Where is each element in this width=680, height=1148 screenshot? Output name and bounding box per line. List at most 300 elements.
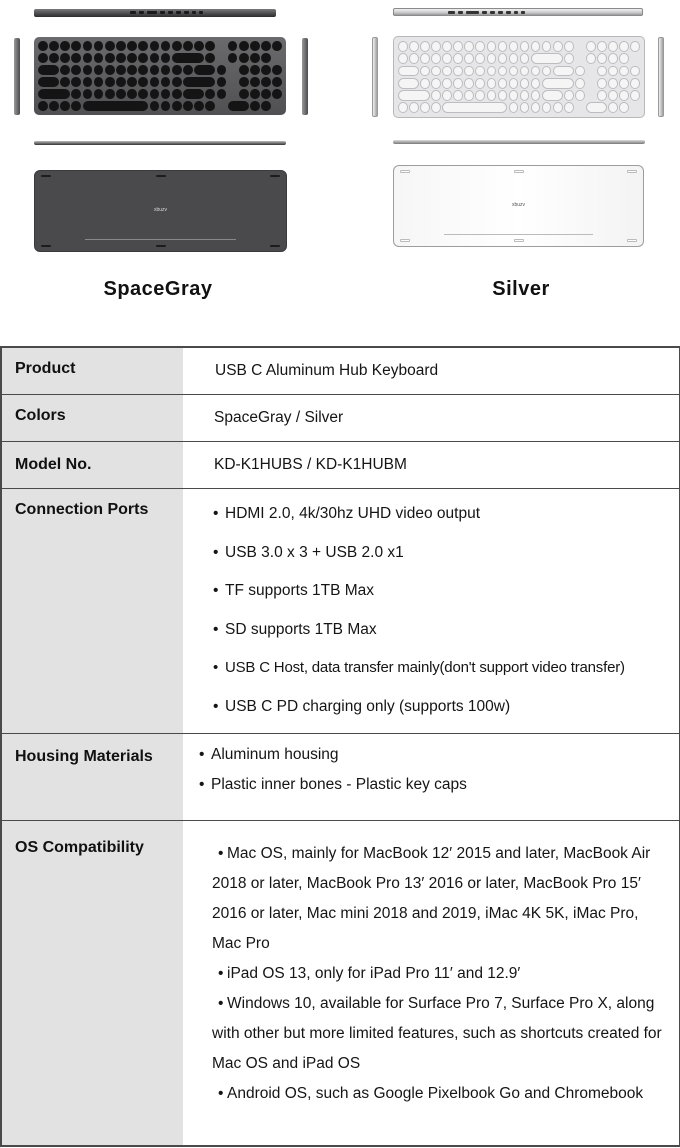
keycap-icon: [442, 66, 452, 77]
keycap-icon: [60, 41, 70, 51]
keycap-icon: [183, 77, 215, 87]
keycap-icon: [239, 53, 249, 63]
keycap-icon: [509, 66, 519, 77]
variant-spacegray: [0, 0, 340, 320]
keyboard-bottom-view: [34, 170, 287, 252]
keycap-icon: [250, 53, 260, 63]
keycap-icon: [542, 66, 552, 77]
keycap-icon: [564, 53, 574, 64]
keycap-icon: [71, 89, 81, 99]
keycap-icon: [630, 78, 640, 89]
keycap-icon: [161, 53, 171, 63]
keycap-icon: [183, 41, 193, 51]
keycap-icon: [398, 53, 408, 64]
bullet-icon: •: [199, 776, 205, 793]
bullet-icon: •: [199, 746, 205, 763]
spec-label: Colors: [2, 395, 183, 441]
keycap-icon: [564, 102, 574, 113]
keycap-icon: [250, 89, 260, 99]
spec-row-housing-materials: [2, 733, 679, 820]
keycap-icon: [138, 65, 148, 75]
keycap-icon: [161, 77, 171, 87]
hdmi-port-icon: [130, 11, 136, 14]
keycap-icon: [38, 101, 48, 111]
keycap-icon: [83, 65, 93, 75]
keycap-icon: [60, 65, 70, 75]
keycap-icon: [49, 101, 59, 111]
keycap-icon: [49, 41, 59, 51]
keycap-icon: [487, 90, 497, 101]
list-item: • Plastic inner bones - Plastic key caps: [199, 776, 467, 793]
bullet-icon: •: [213, 505, 219, 522]
keycap-icon: [172, 65, 182, 75]
keycap-icon: [138, 41, 148, 51]
keycap-icon: [83, 89, 93, 99]
keycap-icon: [172, 41, 182, 51]
keycap-grid: [38, 41, 282, 111]
keycap-icon: [150, 101, 160, 111]
keycap-icon: [71, 101, 81, 111]
keycap-icon: [71, 77, 81, 87]
keycap-icon: [261, 53, 271, 63]
keycap-icon: [542, 102, 552, 113]
keycap-icon: [453, 66, 463, 77]
keycap-icon: [464, 41, 474, 52]
keycap-icon: [183, 89, 204, 99]
keycap-icon: [575, 78, 585, 89]
keycap-icon: [475, 78, 485, 89]
keycap-icon: [239, 65, 249, 75]
keycap-icon: [161, 101, 171, 111]
keycap-icon: [127, 53, 137, 63]
key-spacer: [586, 66, 596, 77]
keyboard-right-side-view: [658, 37, 664, 117]
rubber-foot-icon: [41, 175, 51, 177]
rubber-foot-icon: [400, 239, 410, 242]
list-item: • TF supports 1TB Max: [213, 582, 375, 599]
keycap-icon: [531, 78, 541, 89]
keycap-icon: [564, 90, 574, 101]
keyboard-bottom-view: [393, 165, 644, 247]
keycap-icon: [105, 89, 115, 99]
keycap-icon: [83, 77, 93, 87]
keycap-icon: [38, 65, 59, 75]
keycap-icon: [228, 41, 238, 51]
bullet-icon: •: [218, 845, 224, 862]
keycap-icon: [409, 53, 419, 64]
regulatory-fineprint: [85, 239, 236, 240]
keycap-icon: [228, 101, 249, 111]
keycap-icon: [608, 90, 618, 101]
keycap-icon: [71, 65, 81, 75]
keycap-icon: [194, 101, 204, 111]
keycap-icon: [619, 41, 629, 52]
rubber-foot-icon: [270, 245, 280, 247]
key-spacer: [586, 90, 596, 101]
keycap-icon: [172, 101, 182, 111]
rubber-foot-icon: [400, 170, 410, 173]
keycap-icon: [520, 53, 530, 64]
keycap-icon: [172, 77, 182, 87]
list-item: • USB C Host, data transfer mainly(don't support video transfer): [213, 659, 625, 676]
list-item: • Mac OS, mainly for MacBook 12′ 2015 and later, MacBook Air 2018 or later, MacBook Pro 13′ 2016 or later, MacBook Pro 15′ 2016 or later, Mac mini 2018 and 2019, iMac 4K 5K, iMac Pro, Mac Pro: [212, 839, 669, 959]
keycap-icon: [150, 53, 160, 63]
keyboard-left-side-view: [372, 37, 378, 117]
keycap-icon: [217, 65, 227, 75]
keycap-icon: [431, 102, 441, 113]
product-variants: [0, 0, 680, 346]
keycap-icon: [116, 41, 126, 51]
keycap-icon: [553, 102, 563, 113]
keycap-icon: [608, 78, 618, 89]
keycap-icon: [420, 41, 430, 52]
spec-row-product: [2, 348, 679, 394]
bullet-icon: •: [218, 965, 224, 982]
keycap-grid: [398, 41, 640, 113]
spec-label: Model No.: [2, 442, 183, 488]
keyboard-top-view: [34, 37, 286, 115]
key-spacer: [217, 53, 227, 63]
usb-a-port-icon: [490, 11, 495, 14]
keycap-icon: [420, 66, 430, 77]
keycap-icon: [520, 102, 530, 113]
list-item: • SD supports 1TB Max: [213, 620, 377, 638]
keycap-icon: [83, 101, 148, 111]
keycap-icon: [442, 78, 452, 89]
keycap-icon: [498, 66, 508, 77]
keycap-icon: [420, 53, 430, 64]
keycap-icon: [564, 41, 574, 52]
keycap-icon: [575, 66, 585, 77]
keycap-icon: [475, 41, 485, 52]
keycap-icon: [420, 102, 430, 113]
keycap-icon: [597, 90, 607, 101]
bullet-icon: •: [213, 543, 219, 561]
keycap-icon: [398, 90, 430, 101]
keycap-icon: [498, 41, 508, 52]
list-item: • Windows 10, available for Surface Pro 7, Surface Pro X, along with other but more limited features, such as shortcuts created for Mac OS and iPad OS: [212, 989, 669, 1079]
ports-list: [183, 489, 679, 736]
keycap-icon: [619, 66, 629, 77]
keycap-icon: [531, 53, 563, 64]
list-item: • USB 3.0 x 3 + USB 2.0 x1: [213, 543, 404, 561]
usb-a-port-icon: [160, 11, 165, 14]
keycap-icon: [520, 41, 530, 52]
usb-c-port-icon: [514, 11, 518, 14]
keycap-icon: [172, 89, 182, 99]
keycap-icon: [498, 90, 508, 101]
keycap-icon: [38, 41, 48, 51]
keycap-icon: [94, 89, 104, 99]
keycap-icon: [398, 102, 408, 113]
usb-a-port-icon: [168, 11, 173, 14]
keycap-icon: [520, 78, 530, 89]
keycap-icon: [398, 41, 408, 52]
sd-slot-icon: [147, 11, 157, 14]
keycap-icon: [261, 89, 271, 99]
rubber-foot-icon: [514, 239, 524, 242]
keycap-icon: [453, 41, 463, 52]
keycap-icon: [608, 41, 618, 52]
keycap-icon: [272, 65, 282, 75]
rubber-foot-icon: [270, 175, 280, 177]
keycap-icon: [38, 89, 70, 99]
keycap-icon: [553, 41, 563, 52]
housing-list: [183, 734, 679, 806]
keycap-icon: [272, 77, 282, 87]
keycap-icon: [172, 53, 204, 63]
keycap-icon: [161, 89, 171, 99]
keycap-icon: [71, 53, 81, 63]
usb-a-port-icon: [184, 11, 189, 14]
regulatory-fineprint: [444, 234, 593, 235]
key-spacer: [217, 41, 227, 51]
keycap-icon: [619, 102, 629, 113]
keycap-icon: [49, 53, 59, 63]
bullet-icon: •: [218, 1085, 224, 1102]
keycap-icon: [116, 65, 126, 75]
key-spacer: [575, 102, 585, 113]
list-item: • USB C PD charging only (supports 100w): [213, 697, 511, 715]
spec-value: SpaceGray / Silver: [183, 395, 679, 441]
keycap-icon: [116, 89, 126, 99]
brand-logo: xbuzv: [153, 207, 168, 213]
keycap-icon: [475, 53, 485, 64]
keyboard-left-side-view: [14, 38, 20, 115]
spec-row-model: [2, 441, 679, 488]
keycap-icon: [597, 66, 607, 77]
keycap-icon: [586, 41, 596, 52]
tf-slot-icon: [458, 11, 463, 14]
keycap-icon: [431, 90, 441, 101]
keycap-icon: [83, 53, 93, 63]
spec-label: OS Compatibility: [2, 821, 183, 1145]
keycap-icon: [239, 77, 249, 87]
keyboard-back-edge-view: [34, 9, 276, 17]
keycap-icon: [194, 41, 204, 51]
keycap-icon: [272, 89, 282, 99]
keycap-icon: [509, 90, 519, 101]
keycap-icon: [531, 66, 541, 77]
keycap-icon: [498, 78, 508, 89]
usb-c-port-icon: [521, 11, 525, 14]
usb-a-port-icon: [176, 11, 181, 14]
key-spacer: [586, 78, 596, 89]
bullet-icon: •: [213, 582, 219, 599]
keycap-icon: [94, 53, 104, 63]
usb-a-port-icon: [498, 11, 503, 14]
usb-a-port-icon: [482, 11, 487, 14]
keycap-icon: [453, 78, 463, 89]
keycap-icon: [83, 41, 93, 51]
keycap-icon: [105, 41, 115, 51]
keycap-icon: [250, 41, 260, 51]
keycap-icon: [150, 41, 160, 51]
keycap-icon: [542, 78, 574, 89]
keycap-icon: [597, 41, 607, 52]
usb-c-port-icon: [199, 11, 203, 14]
keycap-icon: [586, 53, 596, 64]
keycap-icon: [442, 53, 452, 64]
bullet-icon: •: [218, 995, 224, 1012]
key-spacer: [217, 101, 227, 111]
brand-logo: xbuzv: [511, 202, 526, 208]
keycap-icon: [205, 89, 215, 99]
usb-c-port-icon: [192, 11, 196, 14]
keycap-icon: [116, 77, 126, 87]
list-item: • Android OS, such as Google Pixelbook Go and Chromebook: [212, 1079, 669, 1109]
bullet-icon: •: [213, 659, 219, 676]
keycap-icon: [38, 53, 48, 63]
keycap-icon: [608, 102, 618, 113]
keycap-icon: [138, 89, 148, 99]
keycap-icon: [509, 41, 519, 52]
keycap-icon: [250, 77, 260, 87]
keycap-icon: [520, 90, 530, 101]
variant-label: Silver: [492, 278, 550, 300]
keycap-icon: [217, 77, 227, 87]
keyboard-front-edge-view: [393, 140, 645, 144]
keycap-icon: [586, 102, 607, 113]
keycap-icon: [183, 65, 193, 75]
keycap-icon: [94, 41, 104, 51]
key-spacer: [575, 41, 585, 52]
keycap-icon: [127, 89, 137, 99]
keyboard-right-side-view: [302, 38, 308, 115]
keycap-icon: [431, 66, 441, 77]
keycap-icon: [619, 53, 629, 64]
keycap-icon: [228, 53, 238, 63]
keycap-icon: [487, 41, 497, 52]
keycap-icon: [531, 102, 541, 113]
keycap-icon: [464, 78, 474, 89]
keycap-icon: [398, 78, 419, 89]
usb-a-port-icon: [506, 11, 511, 14]
keycap-icon: [150, 89, 160, 99]
keycap-icon: [575, 90, 585, 101]
keycap-icon: [498, 53, 508, 64]
keycap-icon: [630, 66, 640, 77]
port-row: [130, 11, 203, 14]
keycap-icon: [60, 77, 70, 87]
keycap-icon: [138, 53, 148, 63]
keycap-icon: [161, 41, 171, 51]
keycap-icon: [398, 66, 419, 77]
keycap-icon: [409, 41, 419, 52]
keycap-icon: [442, 90, 452, 101]
os-list: [183, 821, 679, 1145]
hdmi-port-icon: [448, 11, 455, 14]
spec-table: [0, 346, 680, 1147]
keycap-icon: [409, 102, 419, 113]
spec-row-connection-ports: [2, 488, 679, 733]
key-spacer: [228, 77, 238, 87]
keyboard-front-edge-view: [34, 141, 286, 145]
rubber-foot-icon: [156, 245, 166, 247]
keycap-icon: [250, 101, 260, 111]
keycap-icon: [531, 90, 541, 101]
keycap-icon: [138, 77, 148, 87]
keycap-icon: [150, 77, 160, 87]
keycap-icon: [127, 77, 137, 87]
keycap-icon: [127, 41, 137, 51]
keycap-icon: [487, 78, 497, 89]
variant-silver: [340, 0, 680, 320]
list-item: • Aluminum housing: [199, 746, 339, 763]
keycap-icon: [509, 78, 519, 89]
sd-slot-icon: [466, 11, 479, 14]
keycap-icon: [194, 65, 215, 75]
keycap-icon: [261, 65, 271, 75]
keycap-icon: [520, 66, 530, 77]
variant-label: SpaceGray: [103, 278, 213, 300]
keycap-icon: [60, 53, 70, 63]
tf-slot-icon: [139, 11, 144, 14]
keycap-icon: [509, 102, 519, 113]
keycap-icon: [542, 90, 563, 101]
keycap-icon: [553, 66, 574, 77]
keycap-icon: [161, 65, 171, 75]
keycap-icon: [630, 41, 640, 52]
keycap-icon: [239, 41, 249, 51]
keycap-icon: [38, 77, 59, 87]
keycap-icon: [60, 101, 70, 111]
keycap-icon: [464, 53, 474, 64]
keycap-icon: [509, 53, 519, 64]
spec-label: Product: [2, 348, 183, 394]
keycap-icon: [608, 66, 618, 77]
keycap-icon: [453, 90, 463, 101]
spec-row-colors: [2, 394, 679, 441]
list-item: • iPad OS 13, only for iPad Pro 11′ and 12.9′: [212, 959, 669, 989]
keycap-icon: [453, 53, 463, 64]
rubber-foot-icon: [627, 239, 637, 242]
keycap-icon: [464, 90, 474, 101]
keycap-icon: [105, 65, 115, 75]
keycap-icon: [531, 41, 541, 52]
key-spacer: [228, 65, 238, 75]
keycap-icon: [205, 101, 215, 111]
keycap-icon: [619, 78, 629, 89]
keycap-icon: [261, 77, 271, 87]
spec-label: Connection Ports: [2, 489, 183, 733]
key-spacer: [575, 53, 585, 64]
keycap-icon: [542, 41, 552, 52]
keycap-icon: [431, 78, 441, 89]
keycap-icon: [630, 90, 640, 101]
keycap-icon: [94, 77, 104, 87]
key-spacer: [228, 89, 238, 99]
keycap-icon: [272, 41, 282, 51]
keycap-icon: [261, 41, 271, 51]
keycap-icon: [217, 89, 227, 99]
bullet-icon: •: [213, 620, 219, 638]
rubber-foot-icon: [627, 170, 637, 173]
spec-value: KD-K1HUBS / KD-K1HUBM: [183, 442, 679, 488]
keycap-icon: [127, 65, 137, 75]
keycap-icon: [205, 53, 215, 63]
keycap-icon: [105, 77, 115, 87]
keycap-icon: [116, 53, 126, 63]
keycap-icon: [250, 65, 260, 75]
keycap-icon: [150, 65, 160, 75]
list-item: • HDMI 2.0, 4k/30hz UHD video output: [213, 505, 481, 522]
rubber-foot-icon: [41, 245, 51, 247]
spec-row-os-compatibility: [2, 820, 679, 1145]
keyboard-back-edge-view: [393, 8, 643, 16]
keyboard-top-view: [393, 36, 645, 118]
keycap-icon: [71, 41, 81, 51]
